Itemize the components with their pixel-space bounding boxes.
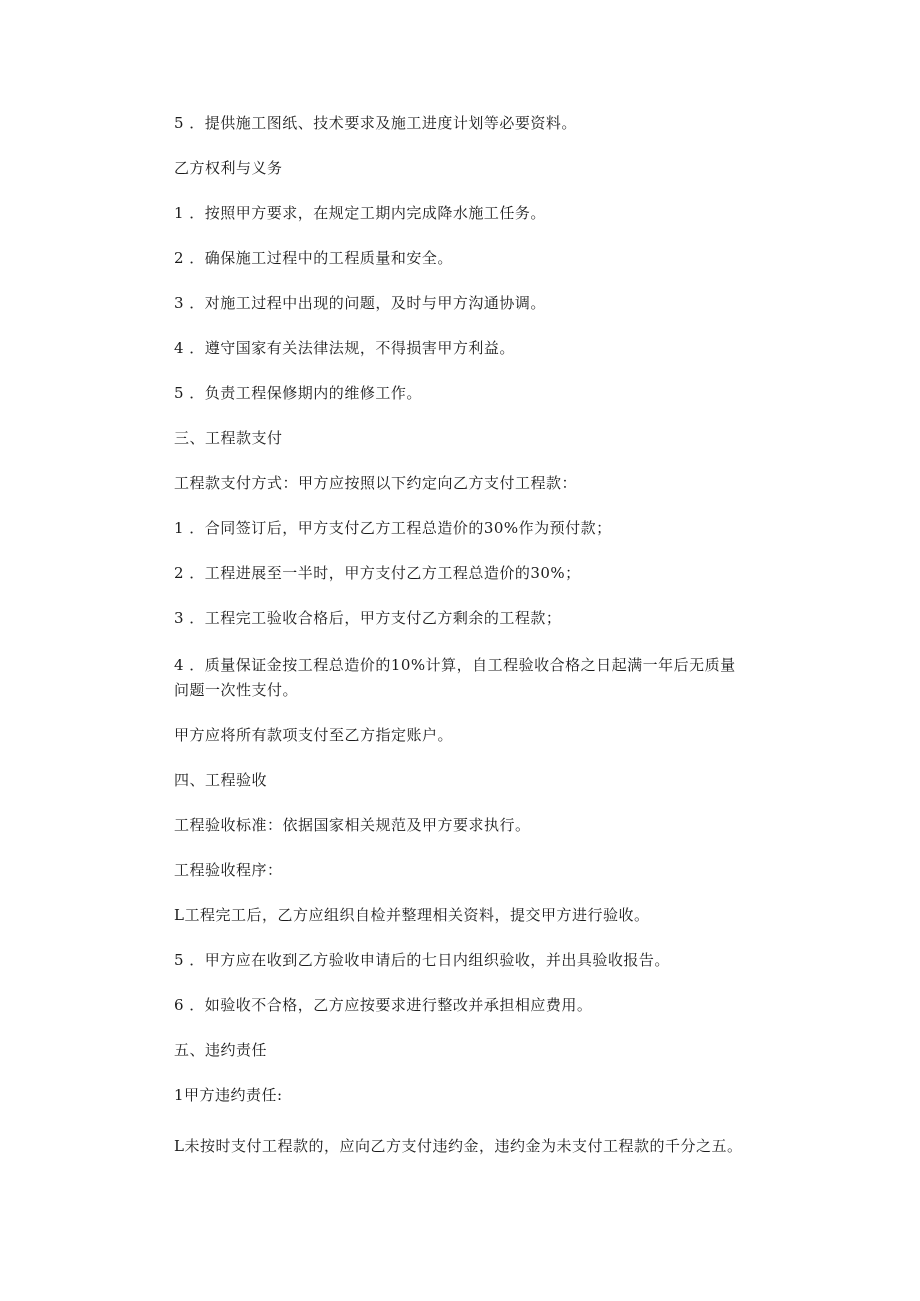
text-line-6: 4 ．遵守国家有关法律法规，不得损害甲方利益。 — [174, 339, 515, 357]
text-line-10: 1 ．合同签订后，甲方支付乙方工程总造价的30%作为预付款； — [174, 519, 612, 537]
text-line-20: 5 ．甲方应在收到乙方验收申请后的七日内组织验收，并出具验收报告。 — [174, 951, 670, 969]
text-line-11: 2 ．工程进展至一半时，甲方支付乙方工程总造价的30%； — [174, 564, 581, 582]
section-heading-breach: 五、违约责任 — [174, 1041, 268, 1059]
section-heading-payment: 三、工程款支付 — [174, 429, 283, 447]
text-line-14: 问题一次性支付。 — [174, 681, 299, 699]
text-line-3: 1 ．按照甲方要求，在规定工期内完成降水施工任务。 — [174, 204, 546, 222]
section-heading-party-b: 乙方权利与义务 — [174, 159, 283, 177]
text-line-18: 工程验收程序： — [174, 861, 283, 879]
text-line-21: 6 ．如验收不合格，乙方应按要求进行整改并承担相应费用。 — [174, 996, 593, 1014]
text-line-4: 2 ．确保施工过程中的工程质量和安全。 — [174, 249, 453, 267]
text-line-23: 1甲方违约责任: — [174, 1086, 283, 1104]
text-line-19: L工程完工后，乙方应组织自检并整理相关资料，提交甲方进行验收。 — [174, 906, 650, 924]
text-line-9: 工程款支付方式：甲方应按照以下约定向乙方支付工程款： — [174, 474, 578, 492]
text-line-17: 工程验收标准：依据国家相关规范及甲方要求执行。 — [174, 816, 531, 834]
text-line-13: 4 ．质量保证金按工程总造价的10%计算，自工程验收合格之日起满一年后无质量 — [174, 656, 736, 674]
text-line-5: 3 ．对施工过程中出现的问题，及时与甲方沟通协调。 — [174, 294, 546, 312]
text-line-15: 甲方应将所有款项支付至乙方指定账户。 — [174, 726, 454, 744]
text-line-7: 5 ．负责工程保修期内的维修工作。 — [174, 384, 422, 402]
section-heading-acceptance: 四、工程验收 — [174, 771, 268, 789]
text-line-1: 5 ．提供施工图纸、技术要求及施工进度计划等必要资料。 — [174, 114, 577, 132]
text-line-24: L未按时支付工程款的，应向乙方支付违约金，违约金为未支付工程款的千分之五。 — [174, 1137, 743, 1155]
text-line-12: 3 ．工程完工验收合格后，甲方支付乙方剩余的工程款； — [174, 609, 562, 627]
